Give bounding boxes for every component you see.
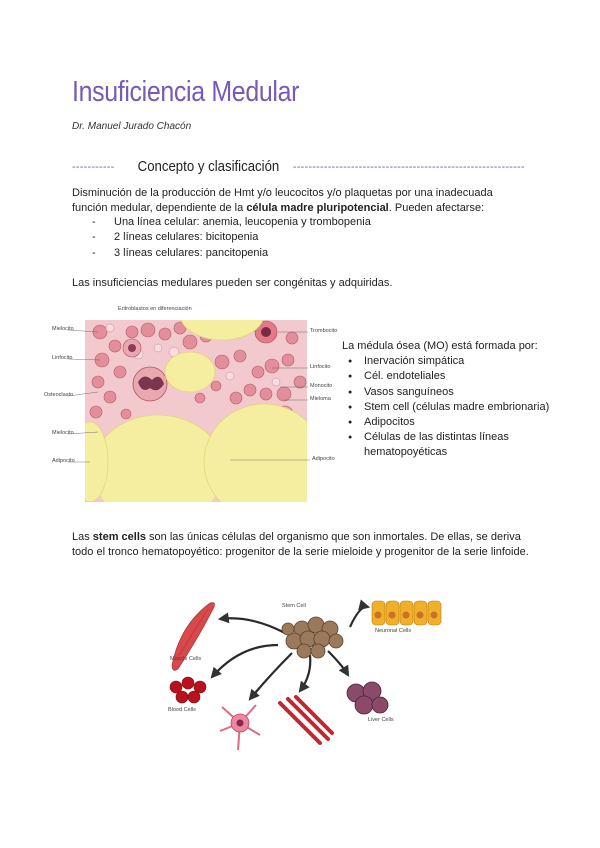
heading-dashes-left: ----------- bbox=[72, 160, 115, 173]
stem-cell-illustration bbox=[160, 595, 460, 755]
label-right: Linfocito bbox=[310, 364, 331, 370]
label-left: Mielocito bbox=[52, 430, 74, 436]
label-neuronal-cells: Neuronal Cells bbox=[375, 628, 412, 634]
list-item: - Una línea celular: anemia, leucopenia y trombopenia bbox=[92, 215, 371, 230]
label-right: Trombocito bbox=[310, 328, 338, 334]
author-line: Dr. Manuel Jurado Chacón bbox=[72, 121, 192, 132]
label-liver-cells: Liver Cells bbox=[368, 717, 394, 723]
stem-cell-figure bbox=[160, 595, 460, 755]
label-stem-cell: Stem Cell bbox=[282, 603, 306, 609]
label-left: Mielocito bbox=[52, 326, 74, 332]
marrow-components-list bbox=[342, 354, 552, 460]
label-left: Adipocito bbox=[52, 458, 75, 464]
page-title: Insuficiencia Medular bbox=[72, 76, 300, 108]
list-item: ● Inervación simpática bbox=[364, 354, 552, 369]
bone-marrow-illustration bbox=[40, 302, 340, 507]
list-item: - 3 líneas celulares: pancitopenia bbox=[92, 246, 371, 261]
marrow-intro: La médula ósea (MO) está formada por: bbox=[342, 340, 538, 352]
label-left: Osteoclasto bbox=[44, 392, 74, 398]
list-item: - 2 líneas celulares: bicitopenia bbox=[92, 230, 371, 245]
label-blood-cells: Blood Cells bbox=[168, 707, 196, 713]
list-item: ● Células de las distintas líneas hematopoyéticas bbox=[364, 430, 552, 460]
intro-text: Disminución de la producción de Hmt y/o leucocitos y/o plaquetas por una inadecuada función medular, dependiente de la bbox=[72, 187, 493, 215]
intro-bold: célula madre pluripotencial bbox=[246, 202, 389, 215]
list-item: ● Vasos sanguíneos bbox=[364, 385, 552, 400]
label-erythroblasts: Eritroblastos en diferenciación bbox=[118, 306, 192, 312]
list-item: ● Adipocitos bbox=[364, 415, 552, 430]
list-item: ● Cél. endoteliales bbox=[364, 369, 552, 384]
stem-text: Las bbox=[72, 531, 93, 543]
stem-text-end: son las únicas células del organismo que son inmortales. De ellas, se deriva todo el tronco hematopoyético: progenitor de la serie mieloide y progenitor de la serie linfoide. bbox=[72, 531, 529, 559]
label-left: Linfocito bbox=[52, 355, 73, 361]
label-right: Adipocito bbox=[312, 456, 335, 462]
section-heading-label: Concepto y clasificación bbox=[137, 158, 280, 175]
heading-dashes-right: ------------------------------------------------------------ bbox=[292, 160, 525, 173]
stem-bold: stem cells bbox=[92, 531, 146, 543]
list-item: ● Stem cell (células madre embrionaria) bbox=[364, 400, 552, 415]
label-muscle-cells: Muscle Cells bbox=[170, 656, 202, 662]
stem-cells-paragraph bbox=[72, 530, 532, 560]
label-right: Monocito bbox=[310, 383, 333, 389]
intro-text-end: . Pueden afectarse: bbox=[388, 202, 485, 215]
intro-paragraph bbox=[72, 186, 517, 216]
marrow-components bbox=[342, 339, 552, 461]
congenital-paragraph: Las insuficiencias medulares pueden ser congénitas y adquiridas. bbox=[72, 277, 393, 289]
label-right: Mieloma bbox=[310, 396, 331, 402]
bone-marrow-figure bbox=[40, 302, 340, 507]
affected-lines-list bbox=[92, 215, 371, 261]
section-heading bbox=[72, 158, 532, 175]
